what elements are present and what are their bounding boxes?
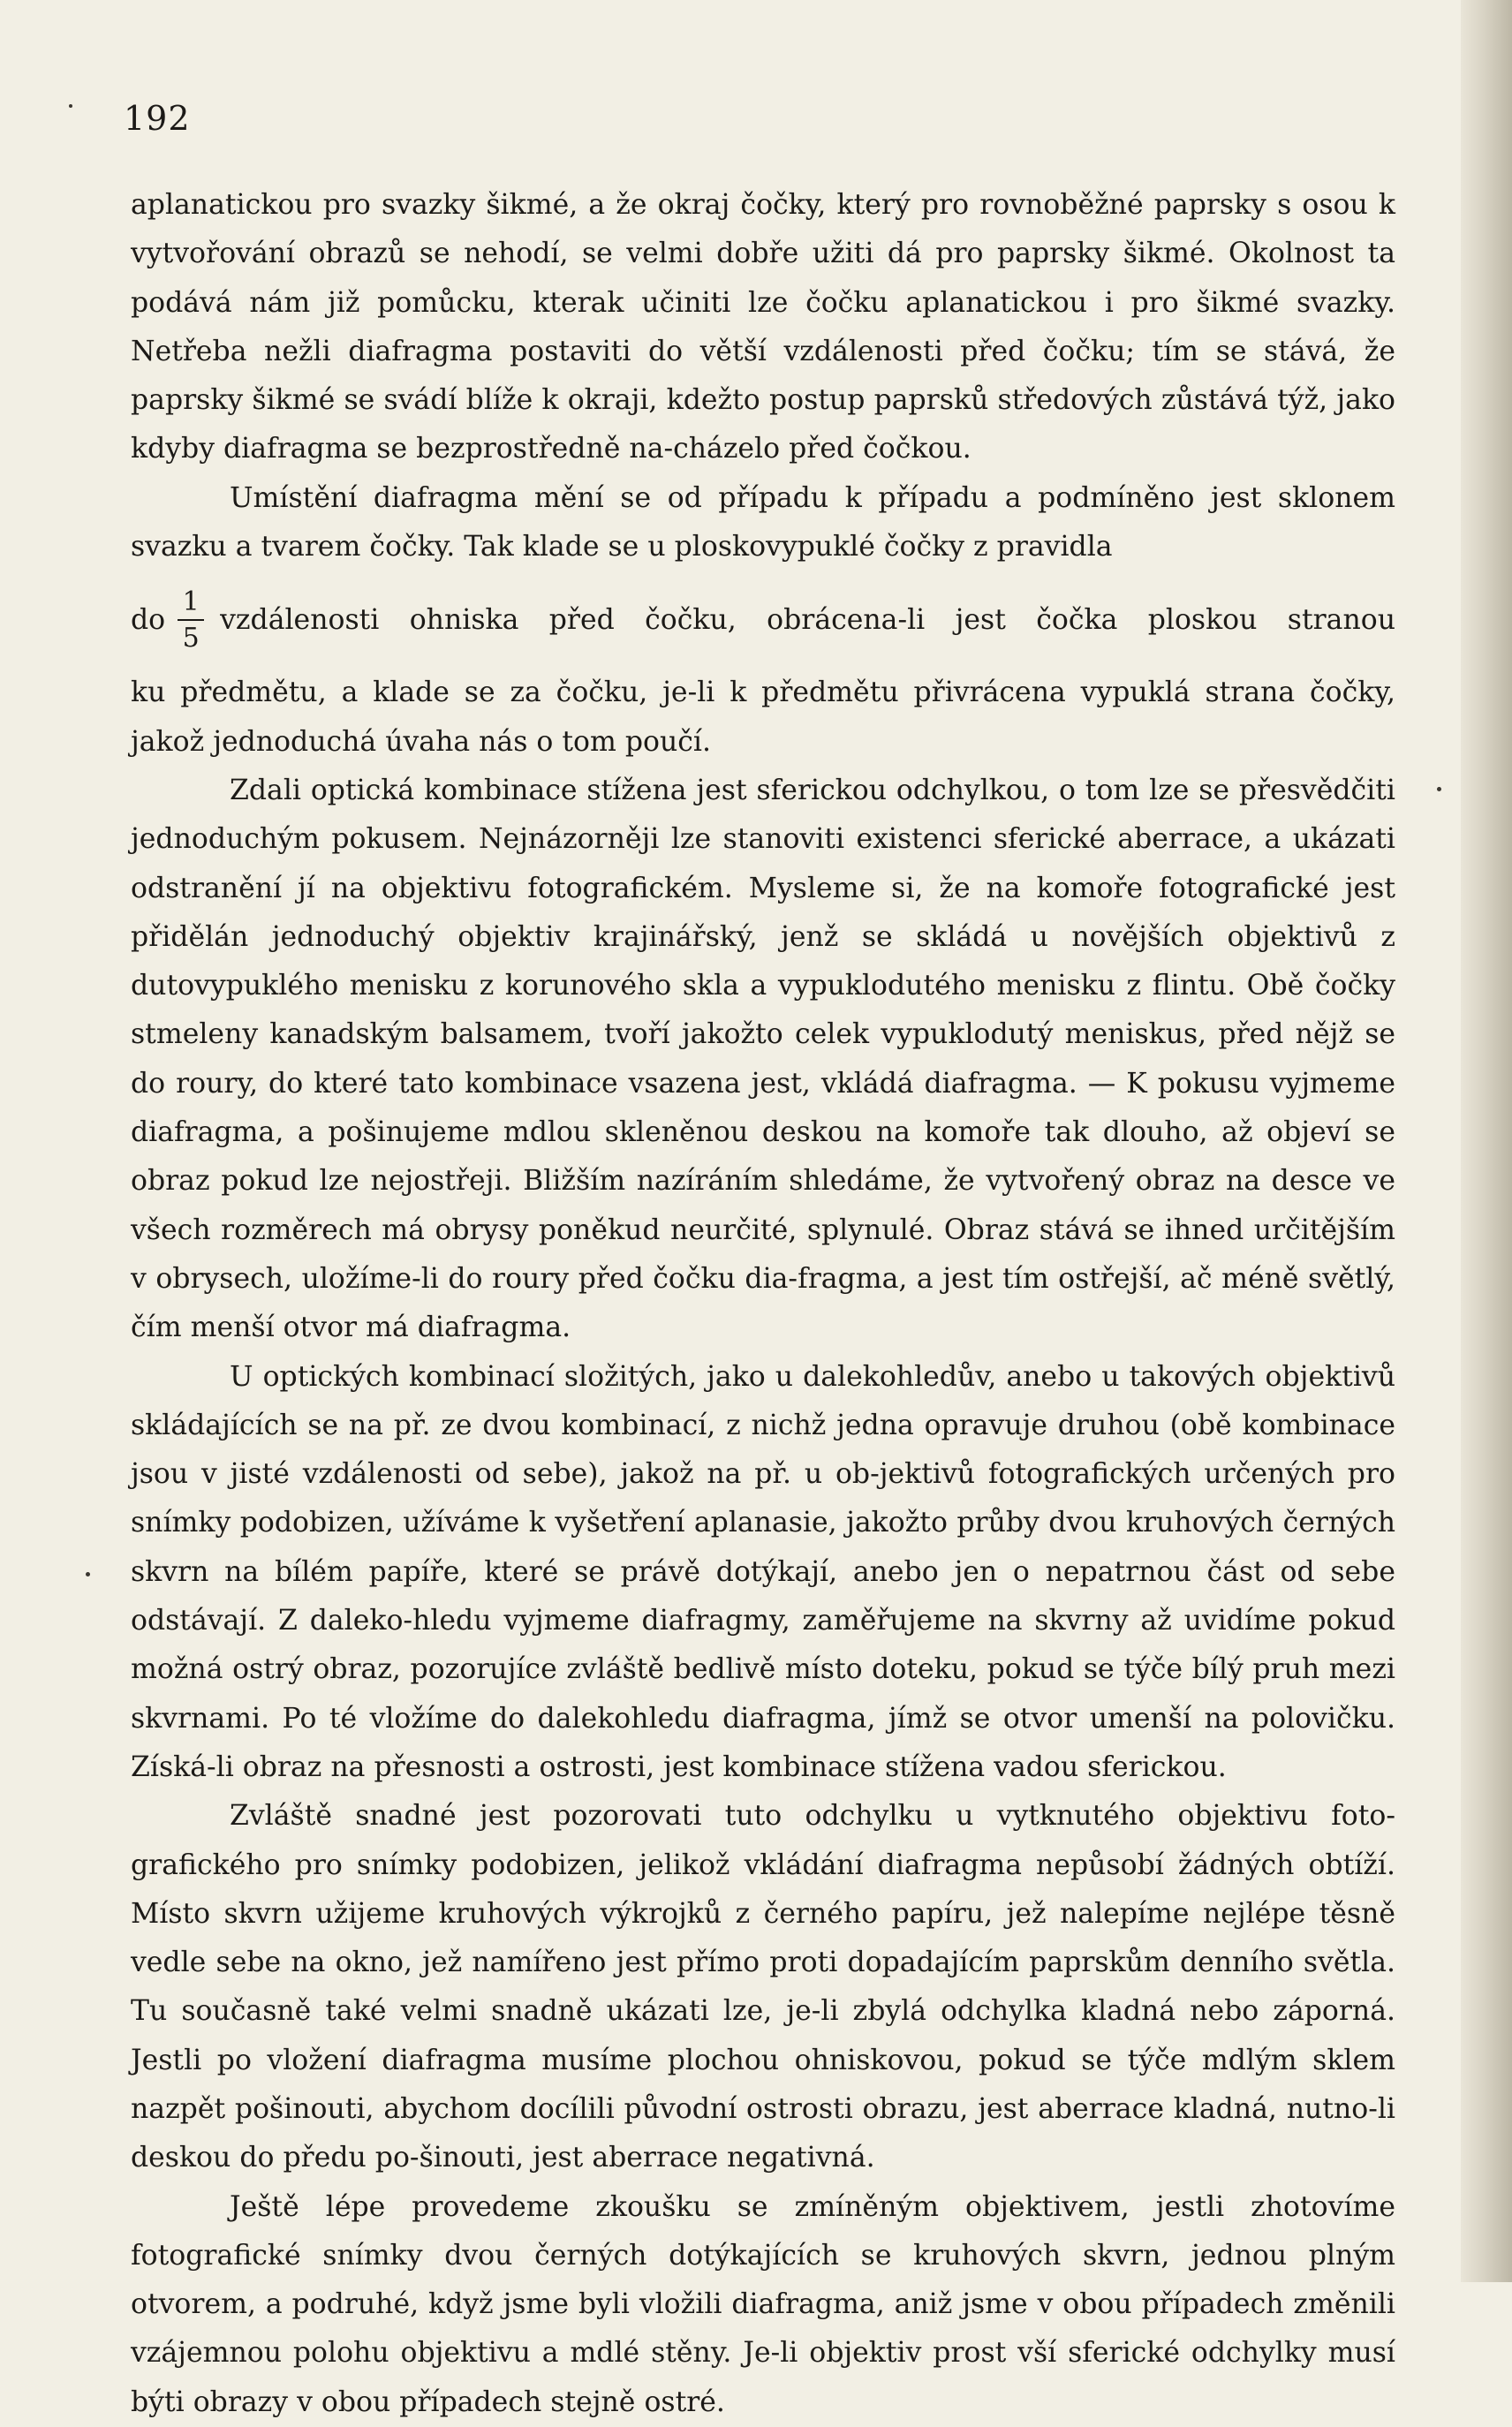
fraction-suffix: vzdálenosti ohniska před čočku, obrácena-li jest čočka ploskou stranou — [220, 603, 1395, 636]
fraction-line — [131, 571, 1395, 669]
fraction-one-fifth — [178, 586, 204, 654]
paper-speck — [86, 1572, 90, 1576]
fraction-prefix: do — [131, 603, 166, 636]
paragraph-1: aplanatickou pro svazky šikmé, a že okraj čočky, který pro rovnoběžné paprsky s osou k vytvořování obrazů se nehodí, se velmi dobře užiti dá pro paprsky šikmé. Okolnost ta podává nám již pomůcku, kterak učiniti lze čočku aplanatickou i pro šikmé svazky. Netřeba nežli diafragma postaviti do větší vzdálenosti před čočku; tím se stává, že paprsky šikmé se svádí blíže k okraji, kdežto postup paprsků středových zůstává týž, jako kdyby diafragma se bezprostředně na-cházelo před čočkou. — [131, 189, 1395, 465]
paragraph-2-continuation: ku předmětu, a klade se za čočku, je-li k předmětu přivrácena vypuklá strana čočky, jakož jednoduchá úvaha nás o tom poučí. — [131, 677, 1395, 758]
paragraph-3: Zdali optická kombinace stížena jest sferickou odchylkou, o tom lze se přesvědčiti jednoduchým pokusem. Nejnázorněji lze stanoviti existenci sferické aberrace, a ukázati odstranění jí na objektivu fotografickém. Mysleme si, že na komoře fotografické jest přidělán jednoduchý objektiv krajinářský, jenž se skládá u novějších objektivů z dutovypuklého menisku z korunového skla a vypuklodutého menisku z flintu. Obě čočky stmeleny kanadským balsamem, tvoří jakožto celek vypuklodutý meniskus, před nějž se do roury, do které tato kombinace vsazena jest, vkládá diafragma. — K pokusu vyjmeme diafragma, a pošinujeme mdlou skleněnou deskou na komoře tak dlouho, až objeví se obraz pokud lze nejostřeji. Bližším nazíráním shledáme, že vytvořený obraz na desce ve všech rozměrech má obrysy poněkud neurčité, splynulé. Obraz stává se ihned určitějším v obrysech, uložíme-li do roury před čočku dia-fragma, a jest tím ostřejší, ač méně světlý, čím menší otvor má diafragma. — [131, 774, 1395, 1344]
page-number: 192 — [124, 99, 191, 138]
fraction-denominator: 5 — [182, 622, 200, 654]
fraction-numerator: 1 — [182, 586, 200, 617]
page-edge-shadow — [1461, 0, 1512, 2282]
paragraph-6: Ještě lépe provedeme zkoušku se zmíněným objektivem, jestli zhotovíme fotografické snímky dvou černých dotýkajících se kruhových skvrn, jednou plným otvorem, a podruhé, když jsme byli vložili diafragma, aniž jsme v obou případech změnili vzájemnou polohu objektivu a mdlé stěny. Je-li objektiv prost vší sferické odchylky musí býti obrazy v obou případech stejně ostré. — [131, 2190, 1395, 2418]
paper-speck — [1437, 787, 1441, 791]
body-text — [131, 181, 1395, 2427]
paper-speck — [69, 104, 72, 108]
paragraph-2-intro: Umístění diafragma mění se od případu k případu a podmíněno jest sklonem svazku a tvarem čočky. Tak klade se u ploskovypuklé čočky z pravidla — [131, 481, 1395, 563]
paragraph-5: Zvláště snadné jest pozorovati tuto odchylku u vytknutého objektivu foto-grafického pro snímky podobizen, jelikož vkládání diafragma nepůsobí žádných obtíží. Místo skvrn užijeme kruhových výkrojků z černého papíru, jež nalepíme nejlépe těsně vedle sebe na okno, jež namířeno jest přímo proti dopadajícím paprskům denního světla. Tu současně také velmi snadně ukázati lze, je-li zbylá odchylka kladná nebo záporná. Jestli po vložení diafragma musíme plochou ohniskovou, pokud se týče mdlým sklem nazpět pošinouti, abychom docílili původní ostrosti obrazu, jest aberrace kladná, nutno-li deskou do předu po-šinouti, jest aberrace negativná. — [131, 1800, 1395, 2174]
paragraph-4: U optických kombinací složitých, jako u dalekohledův, anebo u takových objektivů skládajících se na př. ze dvou kombinací, z nichž jedna opravuje druhou (obě kombinace jsou v jisté vzdálenosti od sebe), jakož na př. u ob-jektivů fotografických určených pro snímky podobizen, užíváme k vyšetření aplanasie, jakožto průby dvou kruhových černých skvrn na bílém papíře, které se právě dotýkají, anebo jen o nepatrnou část od sebe odstávají. Z daleko-hledu vyjmeme diafragmy, zaměřujeme na skvrny až uvidíme pokud možná ostrý obraz, pozorujíce zvláště bedlivě místo doteku, pokud se týče bílý pruh mezi skvrnami. Po té vložíme do dalekohledu diafragma, jímž se otvor umenší na polovičku. Získá-li obraz na přesnosti a ostrosti, jest kombinace stížena vadou sferickou. — [131, 1360, 1395, 1783]
